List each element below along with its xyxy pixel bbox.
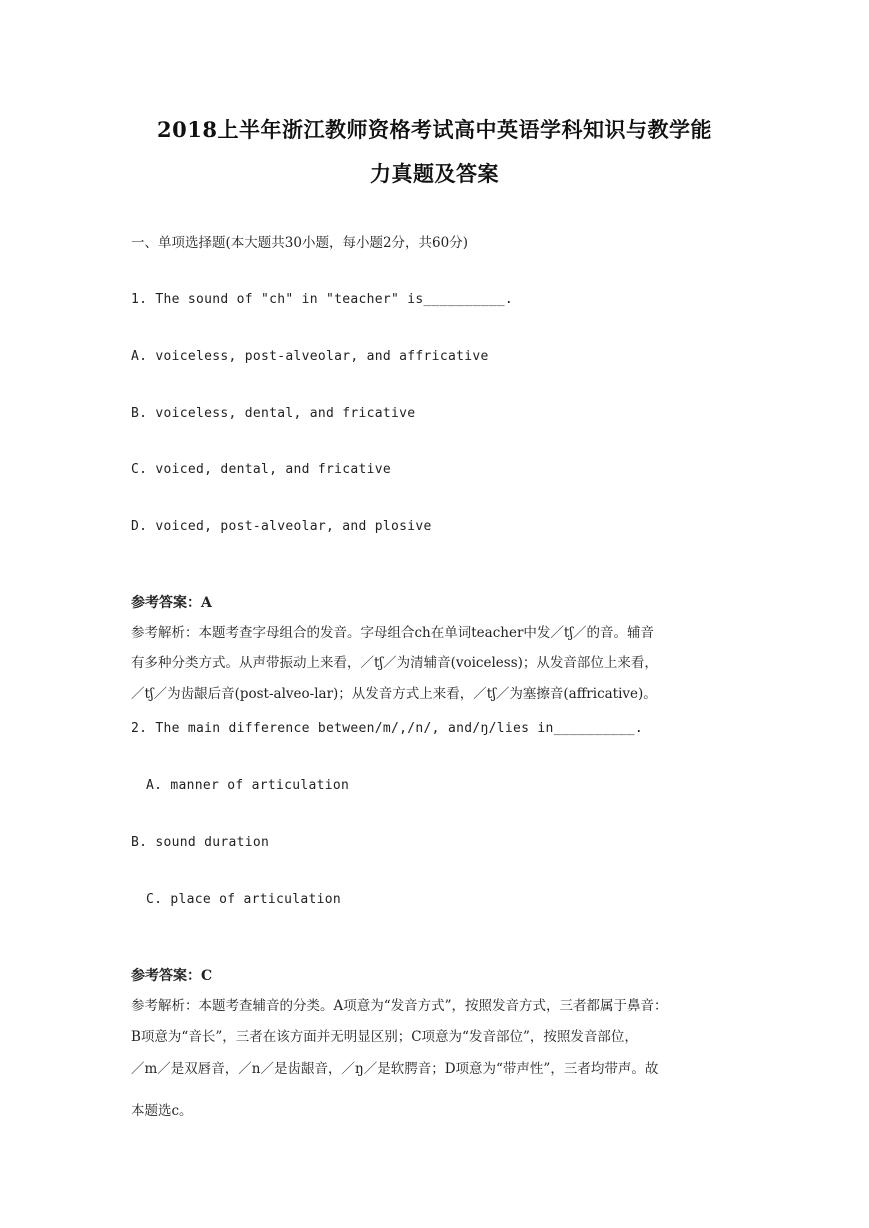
question-1-option-c: C. voiced, dental, and fricative: [131, 462, 392, 477]
question-2-answer: 参考答案：C: [131, 968, 213, 984]
question-2-analysis-line-3: ／m／是双唇音，／n／是齿龈音，／ŋ／是软腭音；D项意为“带声性”，三者均带声。故: [131, 1061, 659, 1077]
question-1-analysis-line-2: 有多种分类方式。从声带振动上来看，／tʃ／为清辅音(voiceless)；从发音部位上来看，: [131, 655, 658, 671]
document-title-line-1: 2018上半年浙江教师资格考试高中英语学科知识与教学能: [157, 117, 712, 142]
question-1-option-b: B. voiceless, dental, and fricative: [131, 406, 416, 421]
question-2-option-b: B. sound duration: [131, 835, 270, 850]
question-1-stem: 1. The sound of "ch" in "teacher" is__________.: [131, 292, 513, 307]
document-title-line-2: 力真题及答案: [370, 161, 499, 186]
question-1-option-d: D. voiced, post-alveolar, and plosive: [131, 519, 432, 534]
question-2-analysis-line-2: B项意为“音长”，三者在该方面并无明显区别；C项意为“发音部位”，按照发音部位，: [131, 1029, 638, 1045]
question-1-option-a: A. voiceless, post-alveolar, and affricative: [131, 349, 489, 364]
section-heading: 一、单项选择题(本大题共30小题，每小题2分，共60分): [131, 235, 468, 251]
question-1-analysis-line-1: 参考解析：本题考查字母组合的发音。字母组合ch在单词teacher中发／tʃ／的音。辅音: [131, 625, 655, 641]
question-1-answer: 参考答案：A: [131, 595, 212, 611]
question-2-analysis-line-1: 参考解析：本题考查辅音的分类。A项意为“发音方式”，按照发音方式，三者都属于鼻音：: [131, 998, 668, 1014]
question-2-analysis-line-4: 本题选c。: [131, 1103, 193, 1119]
question-1-analysis-line-3: ／tʃ／为齿龈后音(post-alveo-lar)；从发音方式上来看，／tʃ／为塞擦音(affricative)。: [131, 686, 657, 702]
question-2-option-a: A. manner of articulation: [146, 778, 350, 793]
question-2-option-c: C. place of articulation: [146, 892, 342, 907]
question-2-stem: 2. The main difference between/m/,/n/, and/ŋ/lies in__________.: [131, 721, 643, 736]
